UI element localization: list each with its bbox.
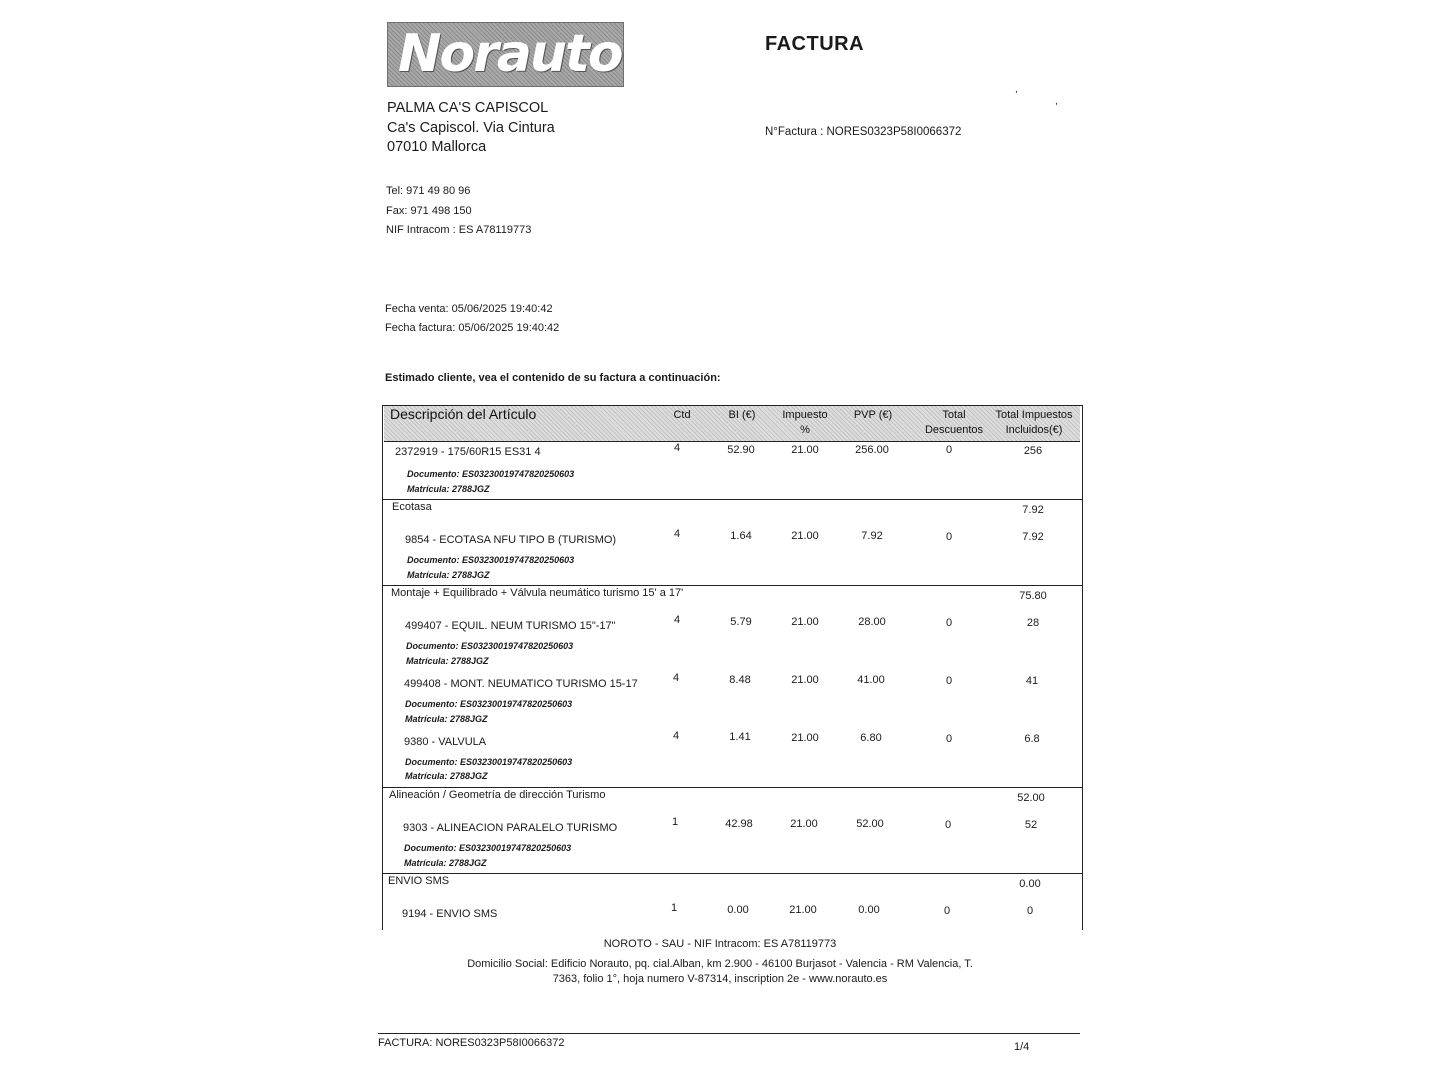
bottom-invoice-ref: FACTURA: NORES0323P58I0066372 xyxy=(378,1037,565,1049)
sale-date: Fecha venta: 05/06/2025 19:40:42 xyxy=(385,303,553,315)
greeting: Estimado cliente, vea el contenido de su factura a continuación: xyxy=(385,372,721,384)
footer-registry: 7363, folio 1°, hoja numero V-87314, inscription 2e - www.norauto.es xyxy=(552,973,888,985)
header-description: Descripción del Artículo xyxy=(390,406,537,422)
page-number: 1/4 xyxy=(1014,1041,1030,1053)
item-description: 499407 - EQUIL. NEUM TURISMO 15"-17" xyxy=(405,620,616,632)
section-divider xyxy=(382,585,1082,586)
item-quantity: 4 xyxy=(673,442,681,454)
item-quantity: 4 xyxy=(673,528,681,540)
header-base: BI (€) xyxy=(728,409,756,421)
item-description: 9854 - ECOTASA NFU TIPO B (TURISMO) xyxy=(405,534,617,546)
header-discounts-line1: Total xyxy=(942,409,966,421)
item-total: 6.8 xyxy=(1024,733,1040,745)
item-document: Documento: ES03230019747820250603 xyxy=(404,843,572,853)
item-total: 0 xyxy=(1026,905,1034,917)
item-description: 9194 - ENVIO SMS xyxy=(402,908,498,920)
footer-address: Domicilio Social: Edificio Norauto, pq. cial.Alban, km 2.900 - 46100 Burjasot - Valencia - RM Valencia, T. xyxy=(467,958,973,970)
item-base: 0.00 xyxy=(727,904,749,916)
item-plate: Matrícula: 2788JGZ xyxy=(405,714,488,724)
item-pvp: 28.00 xyxy=(858,616,886,628)
header-discounts-line2: Descuentos xyxy=(924,424,984,436)
store-fax: Fax: 971 498 150 xyxy=(386,205,472,217)
footer-company: NOROTO - SAU - NIF Intracom: ES A78119773 xyxy=(603,938,837,950)
item-base: 42.98 xyxy=(725,818,753,830)
item-plate: Matrícula: 2788JGZ xyxy=(407,570,490,580)
invoice-date: Fecha factura: 05/06/2025 19:40:42 xyxy=(385,322,560,334)
section-divider xyxy=(382,787,1082,788)
item-discount: 0 xyxy=(945,444,953,456)
item-quantity: 4 xyxy=(672,730,680,742)
item-tax: 21.00 xyxy=(791,732,819,744)
item-description: 9380 - VALVULA xyxy=(404,736,487,748)
store-address-line1: Ca's Capiscol. Via Cintura xyxy=(387,120,555,136)
item-discount: 0 xyxy=(945,733,953,745)
item-tax: 21.00 xyxy=(790,818,818,830)
item-plate: Matrícula: 2788JGZ xyxy=(405,771,488,781)
item-document: Documento: ES03230019747820250603 xyxy=(405,757,573,767)
header-quantity: Ctd xyxy=(673,409,691,421)
item-tax: 21.00 xyxy=(791,616,819,628)
item-base: 5.79 xyxy=(730,616,752,628)
header-pvp: PVP (€) xyxy=(853,409,893,421)
item-total: 7.92 xyxy=(1022,531,1044,543)
item-description: 9303 - ALINEACION PARALELO TURISMO xyxy=(403,822,618,834)
item-discount: 0 xyxy=(943,905,951,917)
store-name: PALMA CA'S CAPISCOL xyxy=(387,100,549,116)
item-pvp: 0.00 xyxy=(858,904,880,916)
item-description: 499408 - MONT. NEUMATICO TURISMO 15-17 xyxy=(404,678,638,690)
header-total-line2: Incluidos(€) xyxy=(1005,424,1063,436)
item-pvp: 7.92 xyxy=(861,530,883,542)
item-quantity: 1 xyxy=(670,902,678,914)
item-tax: 21.00 xyxy=(791,530,819,542)
item-document: Documento: ES03230019747820250603 xyxy=(406,641,574,651)
store-tel: Tel: 971 49 80 96 xyxy=(386,185,471,197)
scan-mark: , xyxy=(1055,96,1058,107)
group-label: Alineación / Geometría de dirección Turismo xyxy=(389,789,606,801)
section-divider xyxy=(382,499,1082,500)
group-total: 0.00 xyxy=(1019,878,1041,890)
item-pvp: 256.00 xyxy=(855,444,889,456)
item-base: 8.48 xyxy=(729,674,751,686)
invoice-number: N°Factura : NORES0323P58I0066372 xyxy=(765,126,962,138)
header-tax-line1: Impuesto xyxy=(782,409,828,421)
item-pvp: 41.00 xyxy=(857,674,885,686)
scan-mark: , xyxy=(1015,84,1018,95)
group-total: 52.00 xyxy=(1017,792,1045,804)
item-total: 41 xyxy=(1025,675,1039,687)
item-pvp: 6.80 xyxy=(860,732,882,744)
item-plate: Matrícula: 2788JGZ xyxy=(404,858,487,868)
item-quantity: 4 xyxy=(672,672,680,684)
item-base: 1.41 xyxy=(729,731,751,743)
item-discount: 0 xyxy=(945,675,953,687)
section-divider xyxy=(382,873,1082,874)
item-tax: 21.00 xyxy=(791,444,819,456)
item-tax: 21.00 xyxy=(789,904,817,916)
item-base: 52.90 xyxy=(727,444,755,456)
item-document: Documento: ES03230019747820250603 xyxy=(407,469,575,479)
header-discounts xyxy=(922,408,986,438)
item-document: Documento: ES03230019747820250603 xyxy=(405,699,573,709)
bottom-divider xyxy=(378,1033,1080,1034)
header-tax-line2: % xyxy=(800,424,810,436)
header-tax xyxy=(776,408,834,438)
item-quantity: 1 xyxy=(671,816,679,828)
item-quantity: 4 xyxy=(673,614,681,626)
group-label: ENVIO SMS xyxy=(388,875,450,887)
item-base: 1.64 xyxy=(730,530,752,542)
store-address-line2: 07010 Mallorca xyxy=(387,139,487,155)
header-total-line1: Total Impuestos xyxy=(995,409,1073,421)
norauto-logo xyxy=(387,22,624,87)
item-pvp: 52.00 xyxy=(856,818,884,830)
item-discount: 0 xyxy=(945,531,953,543)
group-total: 7.92 xyxy=(1022,504,1044,516)
document-title: FACTURA xyxy=(765,33,865,55)
header-total xyxy=(990,408,1078,438)
item-document: Documento: ES03230019747820250603 xyxy=(407,555,575,565)
store-nif: NIF Intracom : ES A78119773 xyxy=(386,224,532,236)
item-discount: 0 xyxy=(945,617,953,629)
item-total: 28 xyxy=(1026,617,1040,629)
item-discount: 0 xyxy=(944,819,952,831)
group-label: Montaje + Equilibrado + Válvula neumático turismo 15' a 17' xyxy=(391,587,684,599)
item-tax: 21.00 xyxy=(791,674,819,686)
item-total: 256 xyxy=(1023,445,1043,457)
group-total: 75.80 xyxy=(1019,590,1047,602)
item-description: 2372919 - 175/60R15 ES31 4 xyxy=(395,446,541,458)
item-total: 52 xyxy=(1024,819,1038,831)
item-plate: Matrícula: 2788JGZ xyxy=(407,484,490,494)
group-label: Ecotasa xyxy=(392,501,432,513)
item-plate: Matrícula: 2788JGZ xyxy=(406,656,489,666)
logo-text: Norauto xyxy=(398,24,622,84)
